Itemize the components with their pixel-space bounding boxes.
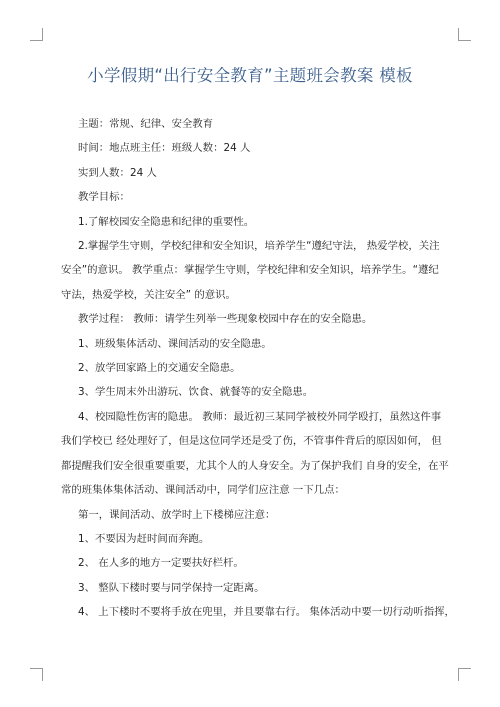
body-line: 第一，课间活动、放学时上下楼梯应注意： xyxy=(78,508,276,521)
body-line: 守法，热爱学校，关注安全” 的意识。 xyxy=(61,288,236,301)
body-line: 主题：常规、纪律、安全教育 xyxy=(78,118,214,130)
crop-mark-bottom-right xyxy=(458,668,471,681)
body-line: 常的班集体集体活动、课间活动中，同学们应注意 一下几点： xyxy=(61,484,345,497)
body-line: 1、班级集体活动、课间活动的安全隐患。 xyxy=(78,337,272,350)
body-line: 1.了解校园安全隐患和纪律的重要性。 xyxy=(78,215,255,228)
body-line: 都提醒我们安全很重要重要，尤其个人的人身安全。为了保护我们 自身的安全，在平 xyxy=(61,459,449,472)
body-line: 实到人数：24 人 xyxy=(78,166,157,179)
body-line: 1、不要因为赶时间而奔跑。 xyxy=(78,532,210,545)
body-line: 2、放学回家路上的交通安全隐患。 xyxy=(78,362,241,375)
body-line: 教学过程： 教师：请学生列举一些现象校园中存在的安全隐患。 xyxy=(78,313,373,326)
document-title: 小学假期“出行安全教育”主题班会教案 模板 xyxy=(87,66,413,85)
body-line: 我们学校已 经处理好了，但是这位同学还是受了伤，不管事件背后的原因如何， 但 xyxy=(61,435,442,448)
body-line: 2.掌握学生守则，学校纪律和安全知识，培养学生“遵纪守法， 热爱学校，关注 xyxy=(78,240,440,253)
crop-mark-top-right xyxy=(458,28,471,41)
body-line: 4、校园隐性伤害的隐患。 教师：最近初三某同学被校外同学殴打，虽然这件事 xyxy=(78,410,442,423)
crop-mark-top-left xyxy=(30,28,43,41)
crop-mark-bottom-left xyxy=(30,668,43,681)
body-line: 2、 在人多的地方一定要扶好栏杆。 xyxy=(78,557,244,570)
body-line: 时间：地点班主任：班级人数：24 人 xyxy=(78,142,251,155)
body-line: 3、 整队下楼时要与同学保持一定距离。 xyxy=(78,581,265,594)
document-body xyxy=(61,112,455,625)
body-line: 安全”的意识。 教学重点：掌握学生守则，学校纪律和安全知识，培养学生。“遵纪 xyxy=(61,264,439,277)
body-line: 4、 上下楼时不要将手放在兜里，并且要靠右行。 集体活动中要一切行动听指挥， xyxy=(78,606,455,619)
body-line: 教学目标： xyxy=(78,191,130,204)
body-line: 3、学生周末外出游玩、饮食、就餐等的安全隐患。 xyxy=(78,386,314,399)
